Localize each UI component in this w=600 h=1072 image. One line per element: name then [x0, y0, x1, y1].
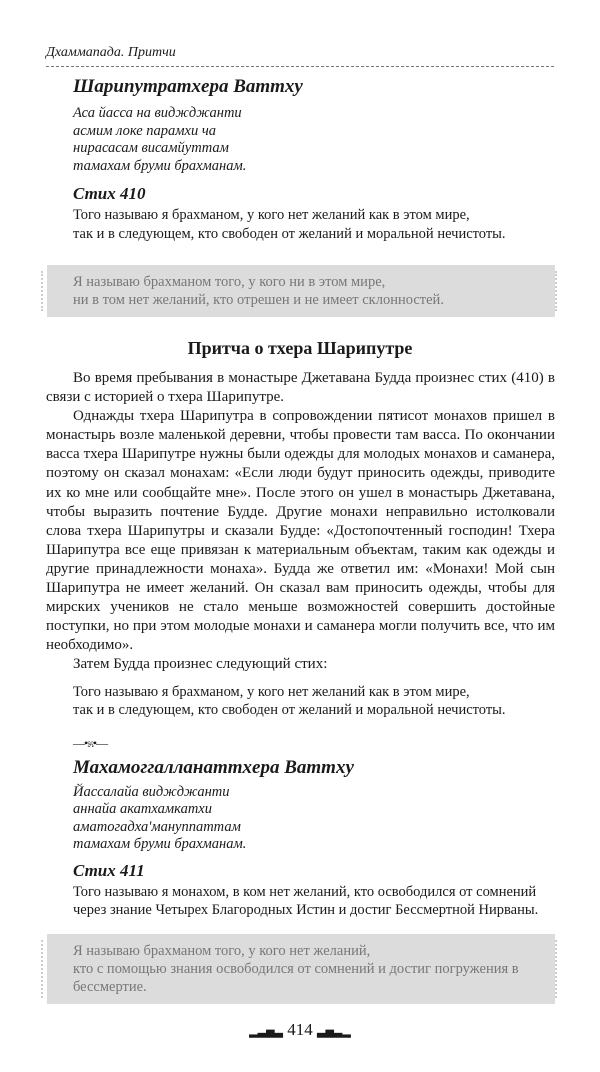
- alt-translation-box: [47, 934, 555, 1004]
- section-title: Шарипутратхера Ваттху: [73, 76, 303, 97]
- translation-line: Того называю я монахом, в ком нет желаний, кто освободился от сомнений: [73, 883, 537, 900]
- translation: [73, 206, 554, 243]
- ornament-divider: —•೫•—: [73, 735, 108, 750]
- paragraph: Во время пребывания в монастыре Джетавана Будда произнес стих (410) в связи с историей о тхера Шарипутре.: [46, 370, 555, 406]
- alt-translation-line: кто с помощью знания освободился от сомнений и достиг погружения в бессмертие.: [73, 960, 519, 995]
- verse-line: аматогадха'мануппаттам: [73, 818, 241, 835]
- verse-line: Йассалайа виджджанти: [73, 783, 230, 800]
- ornament-left-icon: ▂▃▅▃: [249, 1025, 283, 1038]
- page-number-text: 414: [287, 1019, 313, 1039]
- page-number: [0, 1020, 600, 1042]
- alt-translation-line: ни в том нет желаний, кто отрешен и не имеет склонностей.: [73, 292, 444, 308]
- stanza-label: Стих 410: [73, 184, 146, 203]
- quote-line: Того называю я брахманом, у кого нет желаний как в этом мире,: [73, 683, 470, 700]
- section-title: Махамоггалланаттхера Ваттху: [73, 756, 354, 778]
- verse-line: асмим локе парамхи ча: [73, 122, 217, 139]
- verse-line: тамахам бруми брахманам.: [73, 836, 247, 852]
- translation-line: через знание Четырех Благородных Истин и достиг Бессмертной Нирваны.: [73, 902, 539, 918]
- parable-quote: [73, 683, 554, 720]
- paragraph: Однажды тхера Шарипутра в сопровождении пятисот монахов пришел в монастырь возле маленькой деревни, чтобы провести там васса. По окончании васса тхера Шарипутре нужны были одежды для молодых монахов и саманера, поэтому он сказал монахам: «Если люди будут приносить одежды, приводите их ко мне или сообщайте мне». После этого он ушел в монастырь Джетавана, чтобы выразить почтение Будде. Другие монахи неправильно истолковали слова тхера Шарипутры и сказали Будде: «Достопочтенный господин! Тхера Шарипутра все еще привязан к материальным объектам, таким как одежды и другие принадлежности монаха». Будда же ответил им: «Монахи! Мой сын Шарипутра не имеет желаний. Он сказал вам приносить одежды, чтобы для мирских учеников не стало меньше возможностей совершить достойные поступки, но при этом молодые монахи и саманера могли получить все, что им необходимо».: [46, 408, 555, 654]
- pali-verse: [73, 784, 554, 854]
- translation-line: так и в следующем, кто свободен от желаний и моральной нечистоты.: [73, 225, 506, 242]
- paragraph: Затем Будда произнес следующий стих:: [73, 656, 328, 673]
- pali-verse: [73, 105, 554, 175]
- running-header: Дхаммапада. Притчи: [46, 45, 176, 60]
- quote-line: так и в следующем, кто свободен от желаний и моральной нечистоты.: [73, 702, 506, 718]
- alt-translation-box: [47, 265, 555, 317]
- parable-text: [46, 369, 555, 675]
- verse-line: аннайа акатхамкатхи: [73, 801, 212, 817]
- alt-translation-line: Я называю брахманом того, у кого ни в этом мире,: [73, 274, 386, 290]
- header-rule: [46, 66, 554, 67]
- verse-line: Аса йасса на виджджанти: [73, 105, 242, 121]
- ornament-right-icon: ▃▅▃▂: [317, 1025, 351, 1038]
- verse-line: тамахам бруми брахманам.: [73, 157, 247, 174]
- verse-line: нирасасам висамйуттам: [73, 140, 229, 156]
- translation-line: Того называю я брахманом, у кого нет желаний как в этом мире,: [73, 207, 470, 223]
- parable-title: Притча о тхера Шарипутре: [187, 338, 413, 358]
- alt-translation-line: Я называю брахманом того, у кого нет желаний,: [73, 942, 371, 959]
- stanza-label: Стих 411: [73, 860, 145, 880]
- translation: [73, 883, 554, 920]
